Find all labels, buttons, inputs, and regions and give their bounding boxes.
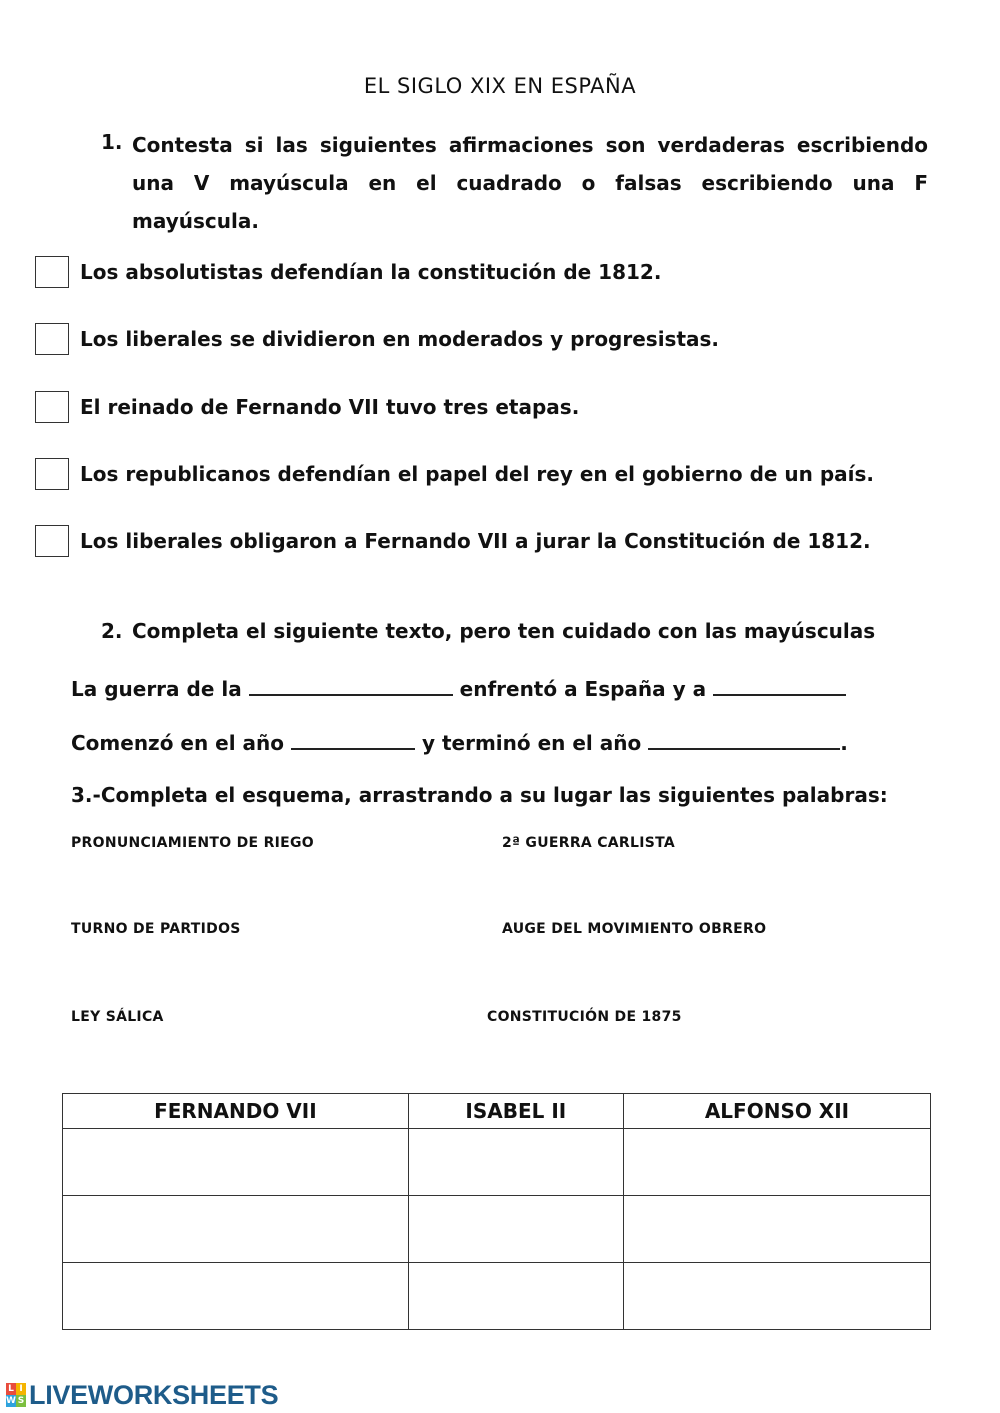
question-2-instruction: Completa el siguiente texto, pero ten cuidado con las mayúsculas (132, 619, 876, 643)
table-row (63, 1263, 931, 1330)
statement-row-2 (35, 323, 955, 359)
answer-box-5[interactable] (35, 525, 69, 557)
drop-slot-isabel-3[interactable] (408, 1263, 623, 1330)
logo-letter-l: L (6, 1383, 16, 1395)
header-fernando-vii: FERNANDO VII (63, 1094, 409, 1129)
drop-slot-fernando-2[interactable] (63, 1196, 409, 1263)
statement-text-3: El reinado de Fernando VII tuvo tres etapas. (80, 395, 580, 419)
statement-row-5 (35, 525, 955, 561)
statement-text-4: Los republicanos defendían el papel del rey en el gobierno de un país. (80, 462, 875, 486)
fill-sentence-2-part-3: . (840, 731, 848, 755)
fill-sentence-1-part-2: enfrentó a España y a (452, 677, 714, 701)
answer-box-2[interactable] (35, 323, 69, 355)
answer-box-3[interactable] (35, 391, 69, 423)
table-row (63, 1129, 931, 1196)
scheme-table (62, 1093, 931, 1330)
drop-slot-alfonso-3[interactable] (623, 1263, 930, 1330)
fill-sentence-2-part-2: y terminó en el año (415, 731, 649, 755)
logo-letter-w: W (6, 1396, 16, 1406)
liveworksheets-logo (6, 1381, 278, 1409)
question-3-instruction: 3.-Completa el esquema, arrastrando a su lugar las siguientes palabras: (71, 783, 888, 807)
table-row (63, 1196, 931, 1263)
drag-word-segunda-guerra-carlista[interactable]: 2ª GUERRA CARLISTA (502, 835, 676, 851)
drop-slot-fernando-1[interactable] (63, 1129, 409, 1196)
logo-text: LIVEWORKSHEETS (29, 1379, 279, 1410)
drop-slot-isabel-1[interactable] (408, 1129, 623, 1196)
statement-text-2: Los liberales se dividieron en moderados y progresistas. (80, 327, 720, 351)
statement-row-1 (35, 256, 955, 292)
fill-sentence-2 (71, 728, 848, 755)
header-isabel-ii: ISABEL II (408, 1094, 623, 1129)
logo-letter-s: S (17, 1396, 25, 1406)
drag-word-constitucion-1875[interactable]: CONSTITUCIÓN DE 1875 (487, 1009, 682, 1025)
statement-row-4 (35, 458, 955, 494)
logo-mark-icon (6, 1383, 26, 1407)
drop-slot-fernando-3[interactable] (63, 1263, 409, 1330)
blank-opponent[interactable] (713, 674, 846, 696)
drop-slot-isabel-2[interactable] (408, 1196, 623, 1263)
fill-sentence-2-part-1: Comenzó en el año (71, 731, 291, 755)
question-2-number: 2. (101, 619, 123, 643)
drag-word-ley-salica[interactable]: LEY SÁLICA (71, 1009, 164, 1025)
drop-slot-alfonso-1[interactable] (623, 1129, 930, 1196)
answer-box-1[interactable] (35, 256, 69, 288)
blank-end-year[interactable] (648, 728, 840, 750)
page-title: EL SIGLO XIX EN ESPAÑA (363, 74, 637, 98)
answer-box-4[interactable] (35, 458, 69, 490)
question-1-instruction: Contesta si las siguientes afirmaciones son verdaderas escribiendo una V mayúscula en el cuadrado o falsas escribiendo una F mayúscula. (132, 133, 928, 233)
question-1-number: 1. (101, 130, 123, 154)
drop-slot-alfonso-2[interactable] (623, 1196, 930, 1263)
blank-start-year[interactable] (291, 728, 415, 750)
header-alfonso-xii: ALFONSO XII (623, 1094, 930, 1129)
statement-row-3 (35, 391, 955, 427)
blank-war-name[interactable] (249, 674, 453, 696)
statement-text-1: Los absolutistas defendían la constitución de 1812. (80, 260, 662, 284)
fill-sentence-1 (71, 674, 846, 701)
drag-word-pronunciamiento-de-riego[interactable]: PRONUNCIAMIENTO DE RIEGO (71, 835, 315, 851)
fill-sentence-1-part-1: La guerra de la (71, 677, 249, 701)
table-header-row (63, 1094, 931, 1129)
drag-word-turno-de-partidos[interactable]: TURNO DE PARTIDOS (71, 921, 241, 937)
drag-word-auge-movimiento-obrero[interactable]: AUGE DEL MOVIMIENTO OBRERO (502, 921, 767, 937)
statement-text-5: Los liberales obligaron a Fernando VII a jurar la Constitución de 1812. (80, 529, 871, 553)
logo-letter-i: I (16, 1383, 26, 1395)
